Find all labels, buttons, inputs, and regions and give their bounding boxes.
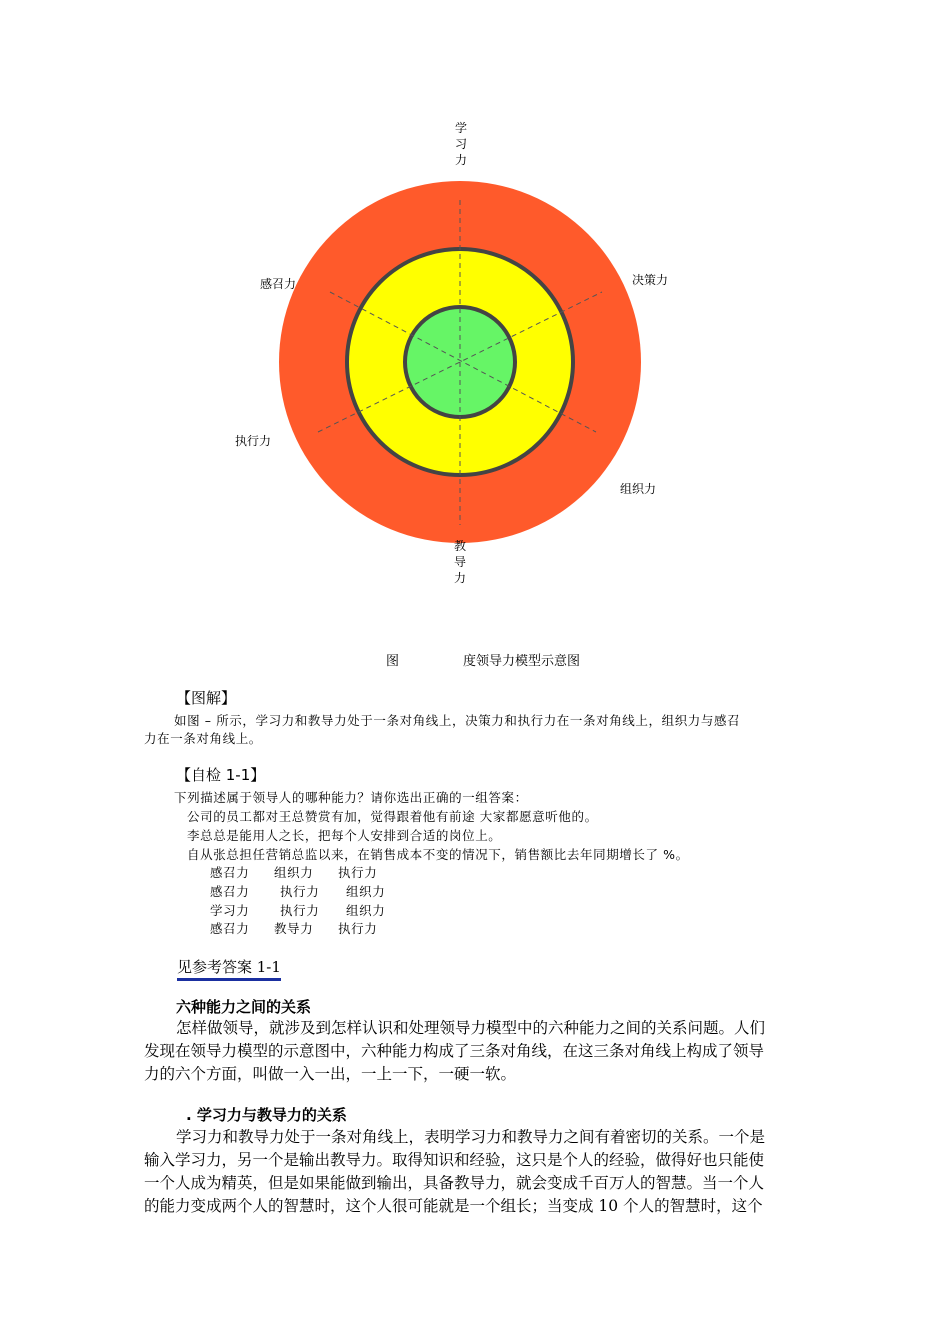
answer-reference-link[interactable]: 见参考答案 1-1: [177, 956, 281, 981]
paragraph-line: 怎样做领导，就涉及到怎样认识和处理领导力模型中的六种能力之间的关系问题。人们: [176, 1019, 766, 1037]
option-cell: 执行力: [280, 884, 320, 899]
option-cell: 组织力: [274, 865, 314, 880]
explain-heading: 【图解】: [176, 689, 237, 707]
option-row-4: [210, 919, 377, 937]
selfcheck-question: 下列描述属于领导人的哪种能力？请你选出正确的一组答案：: [174, 790, 528, 805]
selfcheck-item-3: 自从张总担任营销总监以来，在销售成本不变的情况下，销售额比去年同期增长了 %。: [187, 847, 689, 862]
option-cell: 教导力: [274, 921, 314, 936]
label-upper-right: 决策力: [632, 273, 669, 287]
option-cell: 执行力: [338, 921, 378, 936]
label-lower-left: 执行力: [235, 434, 272, 448]
explain-line-2: 力在一条对角线上。: [144, 731, 262, 746]
leadership-model-diagram: [0, 0, 950, 640]
paragraph-line: 学习力和教导力处于一条对角线上，表明学习力和教导力之间有着密切的关系。一个是: [176, 1128, 766, 1146]
label-lower-right: 组织力: [620, 482, 657, 496]
paragraph-line: 的能力变成两个人的智慧时，这个人很可能就是一个组长；当变成 10 个人的智慧时，这个: [144, 1197, 763, 1215]
label-bottom: 教 导 力: [453, 539, 466, 585]
option-cell: 组织力: [346, 903, 386, 918]
figure-caption-prefix: 图: [386, 654, 400, 669]
option-cell: 感召力: [210, 884, 250, 899]
option-cell: 执行力: [280, 903, 320, 918]
option-cell: 组织力: [346, 884, 386, 899]
selfcheck-heading: 【自检 1-1】: [176, 766, 266, 784]
selfcheck-item-2: 李总总是能用人之长，把每个人安排到合适的岗位上。: [187, 828, 502, 843]
option-row-3: [210, 901, 385, 919]
section-heading-relations: 六种能力之间的关系: [176, 998, 312, 1016]
paragraph-line: 输入学习力，另一个是输出教导力。取得知识和经验，这只是个人的经验，做得好也只能使: [144, 1151, 765, 1169]
option-cell: 执行力: [338, 865, 378, 880]
label-upper-left: 感召力: [260, 277, 297, 291]
option-cell: 学习力: [210, 903, 250, 918]
paragraph-line: 一个人成为精英，但是如果能做到输出，具备教导力，就会变成千百万人的智慧。当一个人: [144, 1174, 765, 1192]
section-heading-learning-teaching: . 学习力与教导力的关系: [186, 1106, 347, 1124]
option-row-2: [210, 882, 385, 900]
paragraph-line: 发现在领导力模型的示意图中，六种能力构成了三条对角线，在这三条对角线上构成了领导: [144, 1042, 765, 1060]
figure-caption: 度领导力模型示意图: [463, 654, 581, 669]
option-row-1: [210, 863, 377, 881]
paragraph-line: 力的六个方面，叫做一入一出，一上一下，一硬一软。: [144, 1065, 517, 1083]
label-top: 学 习 力: [454, 121, 467, 167]
option-cell: 感召力: [210, 921, 250, 936]
explain-line-1: 如图 – 所示，学习力和教导力处于一条对角线上，决策力和执行力在一条对角线上，组织力与感召: [174, 713, 741, 728]
option-cell: 感召力: [210, 865, 250, 880]
selfcheck-item-1: 公司的员工都对王总赞赏有加，觉得跟着他有前途 大家都愿意听他的。: [187, 809, 598, 824]
